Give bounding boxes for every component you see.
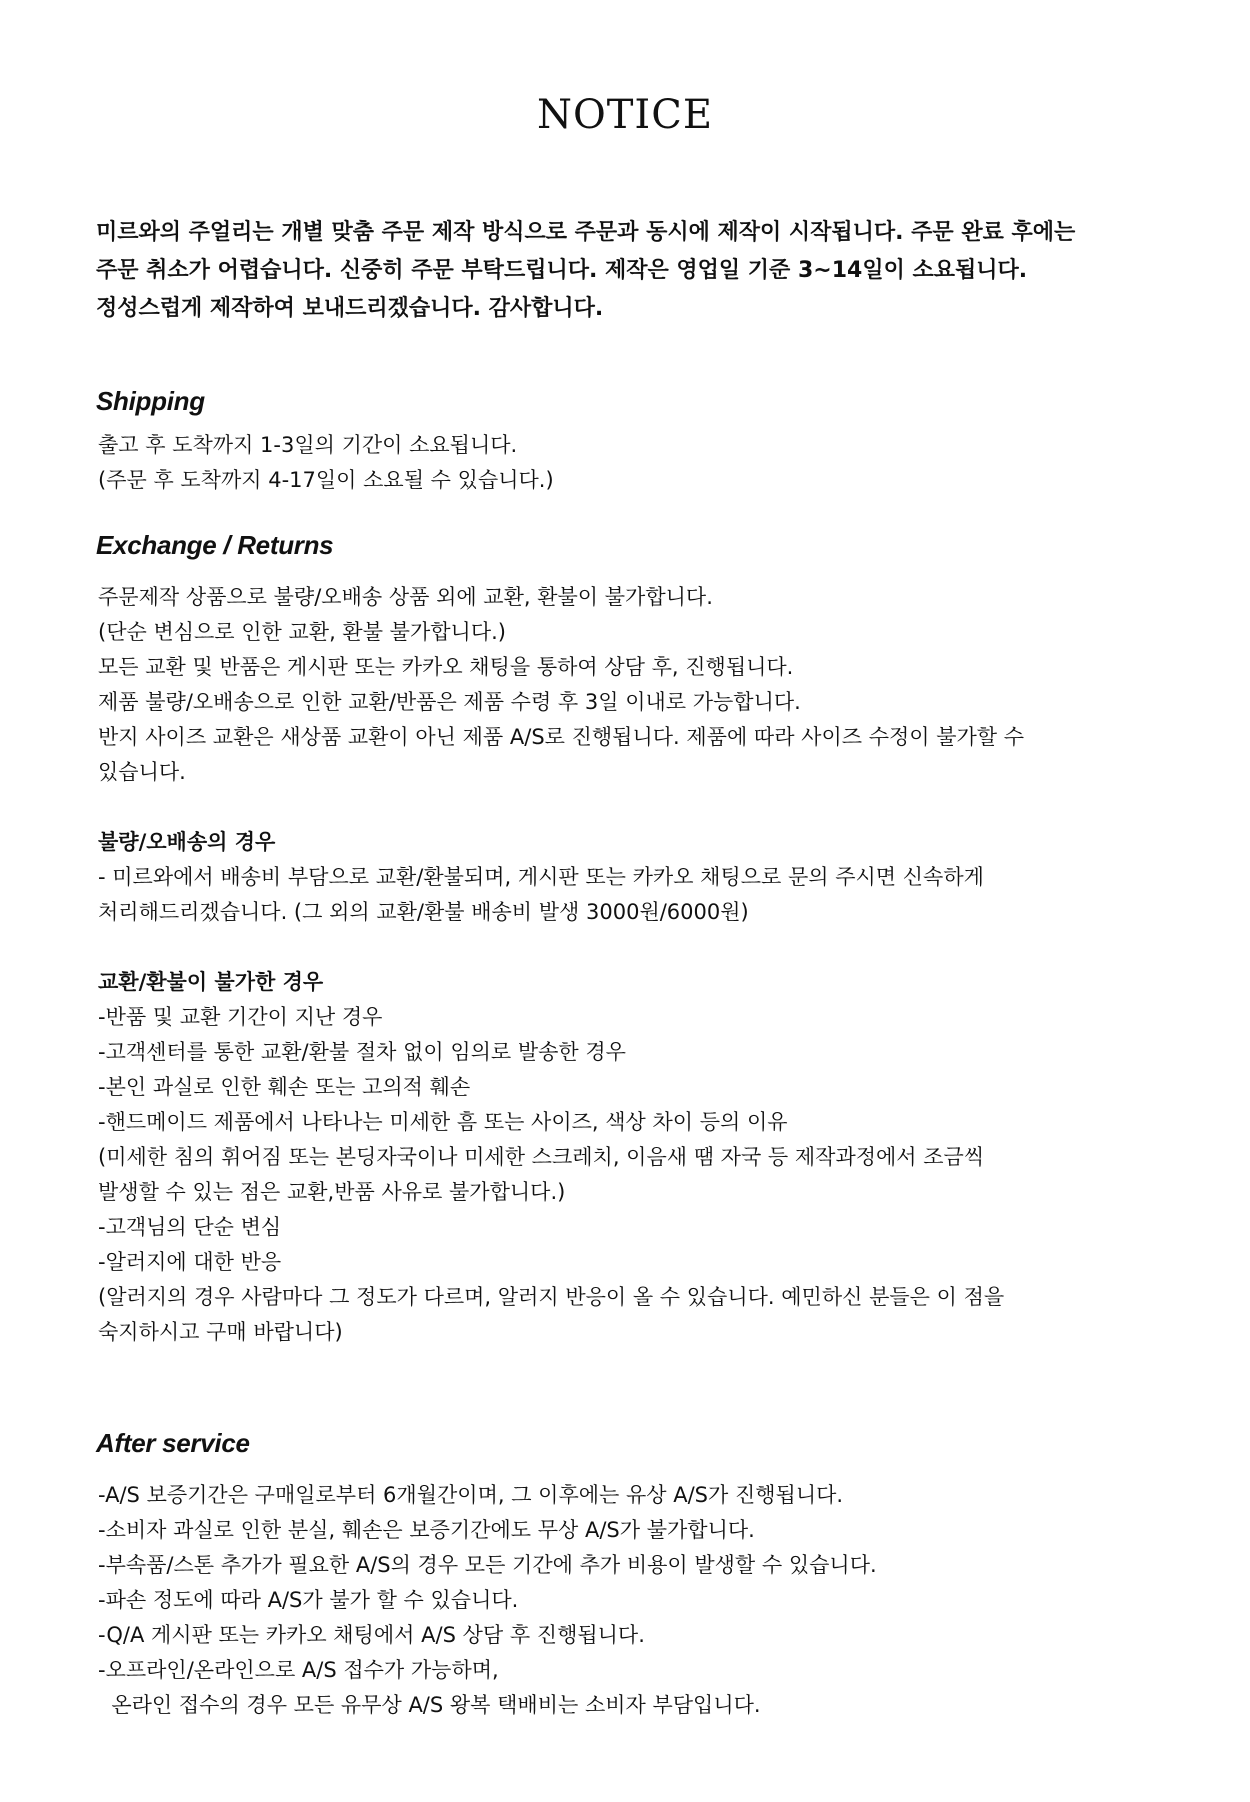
exchange-section <box>98 580 1178 1350</box>
exchange-line: 주문제작 상품으로 불량/오배송 상품 외에 교환, 환불이 불가합니다. <box>98 585 713 609</box>
not-allowed-line: -본인 과실로 인한 훼손 또는 고의적 훼손 <box>98 1075 471 1099</box>
not-allowed-line: -핸드메이드 제품에서 나타나는 미세한 흠 또는 사이즈, 색상 차이 등의 이유 <box>98 1110 788 1134</box>
not-allowed-line: 숙지하시고 구매 바랍니다) <box>98 1320 343 1344</box>
exchange-line: 반지 사이즈 교환은 새상품 교환이 아닌 제품 A/S로 진행됩니다. 제품에 따라 사이즈 수정이 불가할 수 <box>98 725 1025 749</box>
after-service-line: -오프라인/온라인으로 A/S 접수가 가능하며, <box>98 1658 499 1682</box>
after-service-line: 온라인 접수의 경우 모든 유무상 A/S 왕복 택배비는 소비자 부담입니다. <box>98 1693 761 1717</box>
spacer <box>98 930 1178 965</box>
after-service-line: -소비자 과실로 인한 분실, 훼손은 보증기간에도 무상 A/S가 불가합니다. <box>98 1518 755 1542</box>
not-allowed-heading: 교환/환불이 불가한 경우 <box>98 970 324 994</box>
not-allowed-line: 발생할 수 있는 점은 교환,반품 사유로 불가합니다.) <box>98 1180 566 1204</box>
defect-line: - 미르와에서 배송비 부담으로 교환/환불되며, 게시판 또는 카카오 채팅으로 문의 주시면 신속하게 <box>98 865 984 889</box>
not-allowed-line: -알러지에 대한 반응 <box>98 1250 282 1274</box>
not-allowed-line: (미세한 침의 휘어짐 또는 본딩자국이나 미세한 스크레치, 이음새 땜 자국 등 제작과정에서 조금씩 <box>98 1145 985 1169</box>
intro-paragraph <box>96 214 1176 328</box>
exchange-line: (단순 변심으로 인한 교환, 환불 불가합니다.) <box>98 620 506 644</box>
shipping-line: (주문 후 도착까지 4-17일이 소요될 수 있습니다.) <box>98 468 554 492</box>
after-service-line: -A/S 보증기간은 구매일로부터 6개월간이며, 그 이후에는 유상 A/S가 진행됩니다. <box>98 1483 844 1507</box>
intro-line: 주문 취소가 어렵습니다. 신중히 주문 부탁드립니다. 제작은 영업일 기준 3~14일이 소요됩니다. <box>96 258 1028 283</box>
after-service-line: -파손 정도에 따라 A/S가 불가 할 수 있습니다. <box>98 1588 519 1612</box>
shipping-heading: Shipping <box>96 386 205 416</box>
after-service-heading: After service <box>96 1428 250 1458</box>
page-title: NOTICE <box>536 92 714 138</box>
exchange-line: 있습니다. <box>98 760 186 784</box>
not-allowed-line: -고객센터를 통한 교환/환불 절차 없이 임의로 발송한 경우 <box>98 1040 626 1064</box>
not-allowed-line: -고객님의 단순 변심 <box>98 1215 282 1239</box>
after-service-line: -부속품/스톤 추가가 필요한 A/S의 경우 모든 기간에 추가 비용이 발생할 수 있습니다. <box>98 1553 877 1577</box>
shipping-section <box>98 428 1178 498</box>
intro-line: 미르와의 주얼리는 개별 맞춤 주문 제작 방식으로 주문과 동시에 제작이 시작됩니다. 주문 완료 후에는 <box>96 220 1076 245</box>
exchange-heading: Exchange / Returns <box>96 530 334 560</box>
shipping-line: 출고 후 도착까지 1-3일의 기간이 소요됩니다. <box>98 433 518 457</box>
not-allowed-line: (알러지의 경우 사람마다 그 정도가 다르며, 알러지 반응이 올 수 있습니다. 예민하신 분들은 이 점을 <box>98 1285 1005 1309</box>
exchange-line: 제품 불량/오배송으로 인한 교환/반품은 제품 수령 후 3일 이내로 가능합니다. <box>98 690 801 714</box>
after-service-line: -Q/A 게시판 또는 카카오 채팅에서 A/S 상담 후 진행됩니다. <box>98 1623 645 1647</box>
defect-heading: 불량/오배송의 경우 <box>98 830 276 854</box>
not-allowed-line: -반품 및 교환 기간이 지난 경우 <box>98 1005 383 1029</box>
after-service-section <box>98 1478 1178 1723</box>
exchange-line: 모든 교환 및 반품은 게시판 또는 카카오 채팅을 통하여 상담 후, 진행됩니다. <box>98 655 794 679</box>
intro-line: 정성스럽게 제작하여 보내드리겠습니다. 감사합니다. <box>96 296 604 321</box>
spacer <box>98 790 1178 825</box>
defect-line: 처리해드리겠습니다. (그 외의 교환/환불 배송비 발생 3000원/6000원) <box>98 900 749 924</box>
